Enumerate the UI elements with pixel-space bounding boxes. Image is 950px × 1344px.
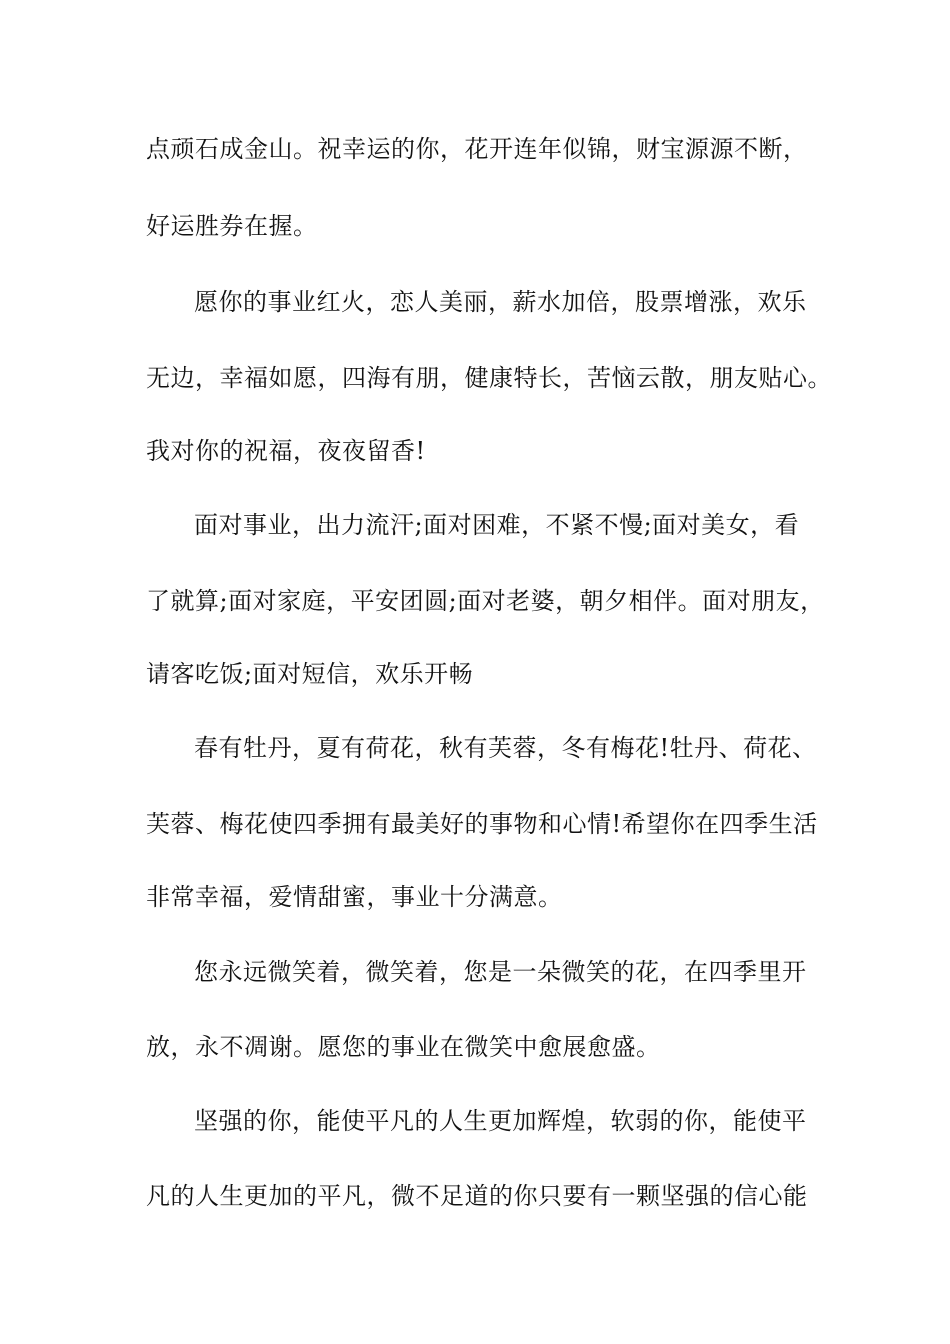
text-line: 芙蓉、梅花使四季拥有最美好的事物和心情!希望你在四季生活 bbox=[146, 810, 818, 838]
text-line: 放，永不凋谢。愿您的事业在微笑中愈展愈盛。 bbox=[146, 1033, 661, 1061]
paragraph-start-line: 坚强的你，能使平凡的人生更加辉煌，软弱的你，能使平 bbox=[194, 1107, 807, 1135]
paragraph-start-line: 您永远微笑着，微笑着，您是一朵微笑的花，在四季里开 bbox=[194, 958, 807, 986]
paragraph-start-line: 春有牡丹，夏有荷花，秋有芙蓉，冬有梅花!牡丹、荷花、 bbox=[194, 734, 817, 762]
text-line: 请客吃饭;面对短信，欢乐开畅 bbox=[146, 660, 474, 688]
text-line: 点顽石成金山。祝幸运的你，花开连年似锦，财宝源源不断， bbox=[146, 135, 808, 163]
text-line: 无边，幸福如愿，四海有朋，健康特长，苦恼云散，朋友贴心。 bbox=[146, 364, 832, 392]
text-line: 好运胜券在握。 bbox=[146, 212, 318, 240]
text-line: 凡的人生更加的平凡，微不足道的你只要有一颗坚强的信心能 bbox=[146, 1182, 808, 1210]
paragraph-start-line: 愿你的事业红火，恋人美丽，薪水加倍，股票增涨，欢乐 bbox=[194, 288, 807, 316]
paragraph-start-line: 面对事业，出力流汗;面对困难，不紧不慢;面对美女，看 bbox=[194, 511, 800, 539]
text-line: 我对你的祝福，夜夜留香! bbox=[146, 437, 426, 465]
text-line: 了就算;面对家庭，平安团圆;面对老婆，朝夕相伴。面对朋友， bbox=[146, 587, 825, 615]
text-line: 非常幸福，爱情甜蜜，事业十分满意。 bbox=[146, 883, 563, 911]
